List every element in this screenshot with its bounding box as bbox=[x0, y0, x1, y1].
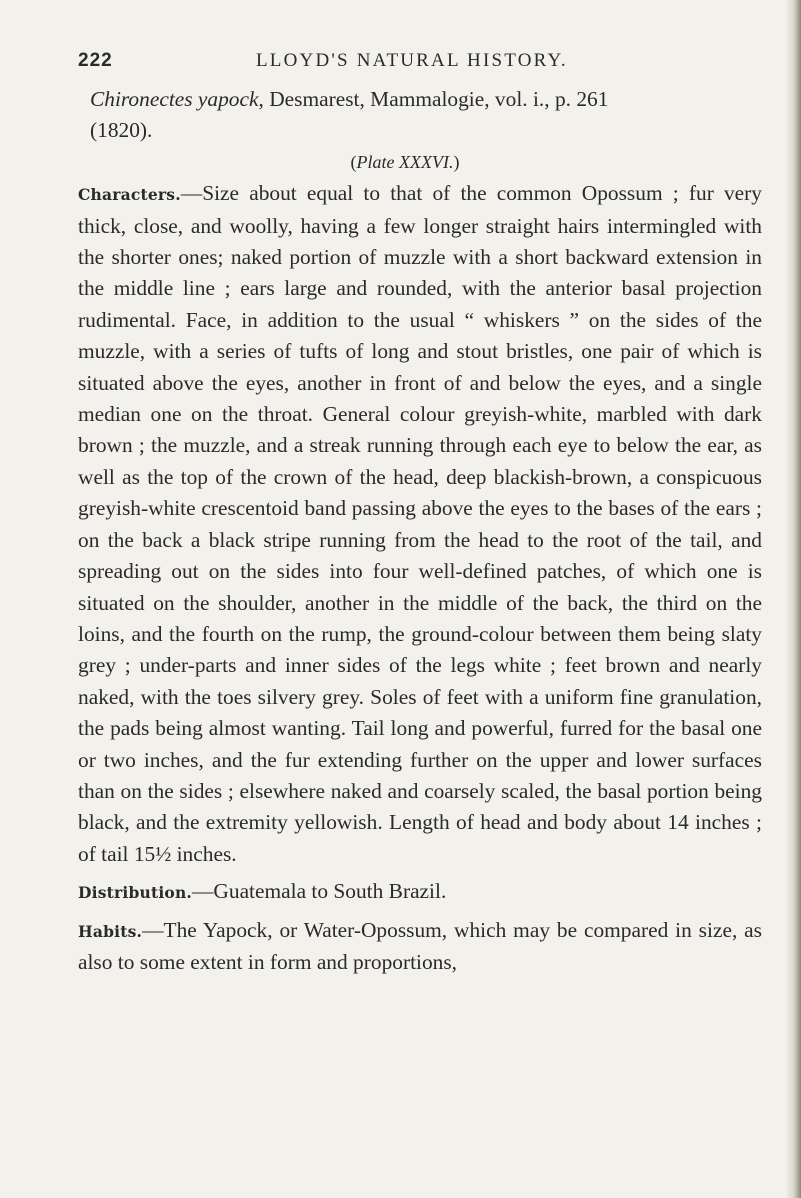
habits-paragraph bbox=[78, 915, 762, 979]
species-reference bbox=[78, 84, 762, 115]
characters-paragraph bbox=[78, 178, 762, 870]
page-body bbox=[78, 84, 762, 978]
plate-label: Plate XXXVI. bbox=[356, 151, 454, 172]
distribution-heading: Distribution. bbox=[78, 883, 193, 903]
characters-heading: Characters. bbox=[78, 185, 181, 205]
page-edge-shadow bbox=[785, 0, 801, 1198]
page-header bbox=[78, 50, 768, 80]
species-authority: , Desmarest, Mammalogie, vol. i., p. 261 bbox=[258, 87, 609, 111]
habits-text: —The Yapock, or Water-Opossum, which may be compared in size, as also to some extent in form and proportions, bbox=[78, 917, 762, 974]
page-number: 222 bbox=[78, 50, 113, 71]
habits-heading: Habits. bbox=[78, 921, 143, 941]
plate-reference bbox=[78, 147, 762, 178]
characters-text: —Size about equal to that of the common Opossum ; fur very thick, close, and woolly, having a few longer straight hairs intermingled with the shorter ones; naked portion of muzzle with a short backward extension in the middle line ; ears large and rounded, with the anterior basal projection rudimental. Face, in addition to the usual “ whiskers ” on the sides of the muzzle, with a series of tufts of long and stout bristles, one pair of which is situated above the eyes, another in front of and below the eyes, and a single median one on the throat. General colour greyish-white, marbled with dark brown ; the muzzle, and a streak running through each eye to below the ear, as well as the top of the crown of the head, deep blackish-brown, a conspicuous greyish-white crescentoid band passing above the eyes to the bases of the ears ; on the back a black stripe running from the head to the root of the tail, and spreading out on the sides into four well-defined patches, of which one is situated on the shoulder, another in the middle of the back, the third on the loins, and the fourth on the rump, the ground-colour between them being slaty grey ; under-parts and inner sides of the legs white ; feet brown and nearly naked, with the toes silvery grey. Soles of feet with a uniform fine granulation, the pads being almost wanting. Tail long and powerful, furred for the basal one or two inches, and the fur extending further on the upper and lower surfaces than on the sides ; elsewhere naked and coarsely scaled, the basal portion being black, and the extremity yellowish. Length of head and body about 14 inches ; of tail 15½ inches. bbox=[78, 181, 762, 866]
distribution-paragraph bbox=[78, 876, 762, 908]
species-name: Chironectes yapock bbox=[90, 87, 259, 111]
distribution-text: —Guatemala to South Brazil. bbox=[192, 879, 447, 904]
plate-paren-close: ) bbox=[453, 151, 460, 172]
running-title: LLOYD'S NATURAL HISTORY. bbox=[256, 50, 568, 71]
reference-year: (1820). bbox=[90, 118, 153, 143]
plate-paren-open: ( bbox=[350, 151, 357, 172]
